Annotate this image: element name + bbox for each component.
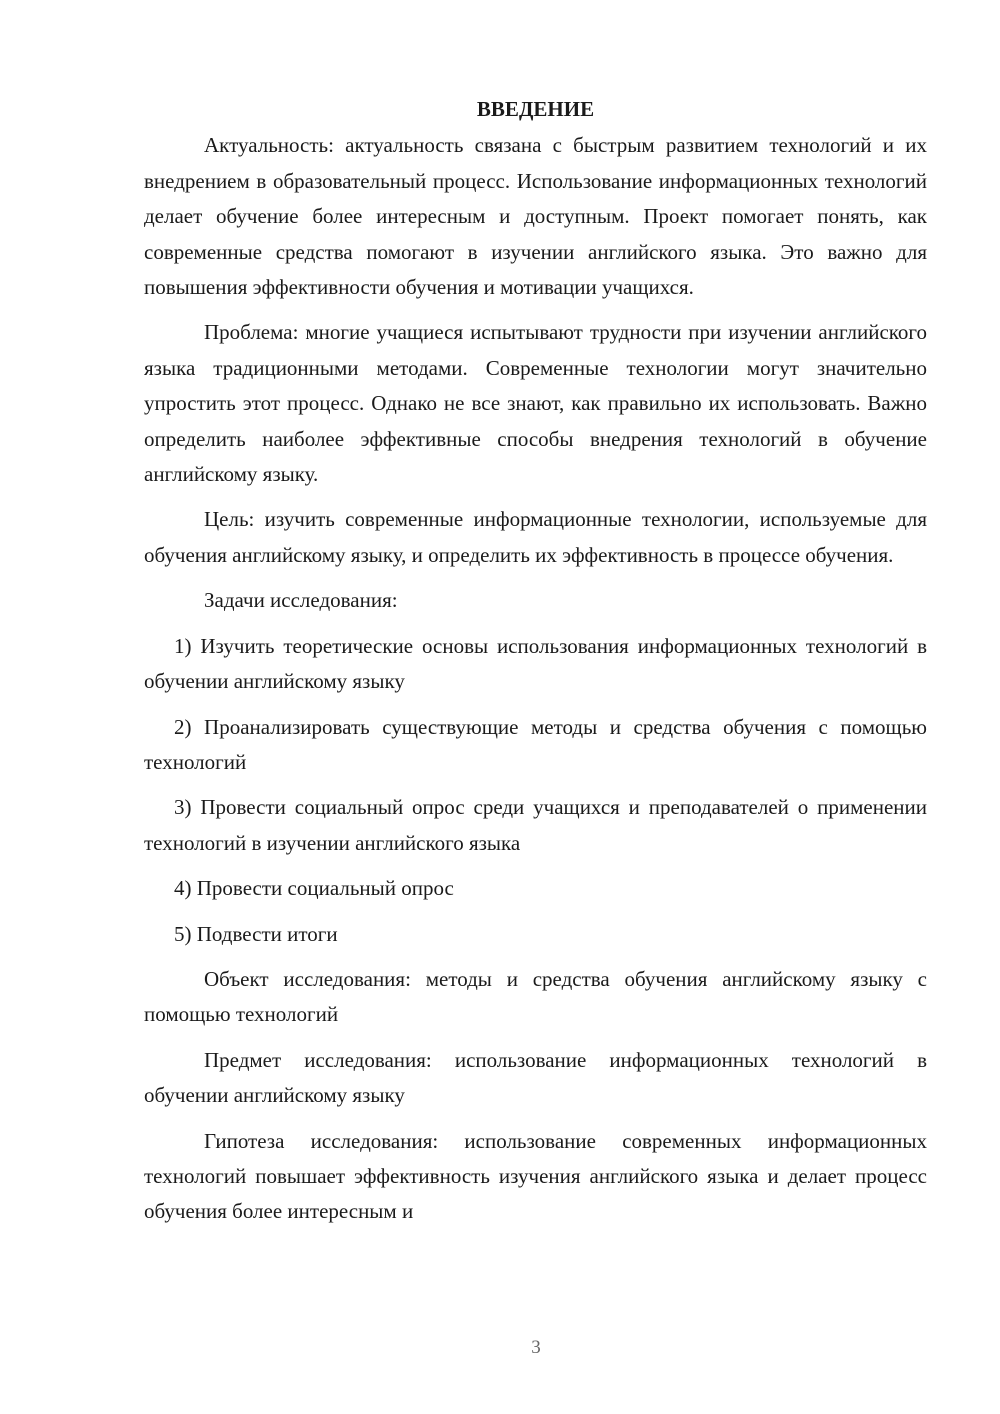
tasks-title: Задачи исследования: <box>204 588 398 613</box>
paragraph-object: Объект исследования: методы и средства обучения английскому языку с помощью технологий <box>144 966 927 1027</box>
paragraph-problem: Проблема: многие учащиеся испытывают трудности при изучении английского языка традиционными методами. Современные технологии могут значительно упростить этот процесс. Однако не все знают, как правильно их использовать. Важно определить наиболее эффективные способы внедрения технологий в обучение английскому языку. <box>144 320 927 487</box>
page-title: ВВЕДЕНИЕ <box>476 97 595 121</box>
tasks-list <box>144 629 927 952</box>
list-item: 5) Подвести итоги <box>174 921 338 946</box>
page-content <box>144 92 927 1230</box>
list-item: 2) Проанализировать существующие методы и средства обучения с помощью технологий <box>144 714 927 774</box>
paragraph-hypothesis: Гипотеза исследования: использование современных информационных технологий повышает эффективность изучения английского языка и делает процесс обучения более интересным и <box>144 1128 927 1224</box>
paragraph-goal: Цель: изучить современные информационные технологии, используемые для обучения английскому языку, и определить их эффективность в процессе обучения. <box>144 507 927 567</box>
paragraph-relevance: Актуальность: актуальность связана с быстрым развитием технологий и их внедрением в образовательный процесс. Использование информационных технологий делает обучение более интересным и доступным. Проект помогает понять, как современные средства помогают в изучении английского языка. Это важно для повышения эффективности обучения и мотивации учащихся. <box>144 133 927 300</box>
list-item: 1) Изучить теоретические основы использования информационных технологий в обучении английскому языку <box>144 633 927 694</box>
paragraph-subject: Предмет исследования: использование информационных технологий в обучении английскому языку <box>144 1047 927 1108</box>
page-number: 3 <box>531 1337 541 1358</box>
list-item: 4) Провести социальный опрос <box>174 876 454 901</box>
list-item: 3) Провести социальный опрос среди учащихся и преподавателей о применении технологий в изучении английского языка <box>144 795 927 855</box>
